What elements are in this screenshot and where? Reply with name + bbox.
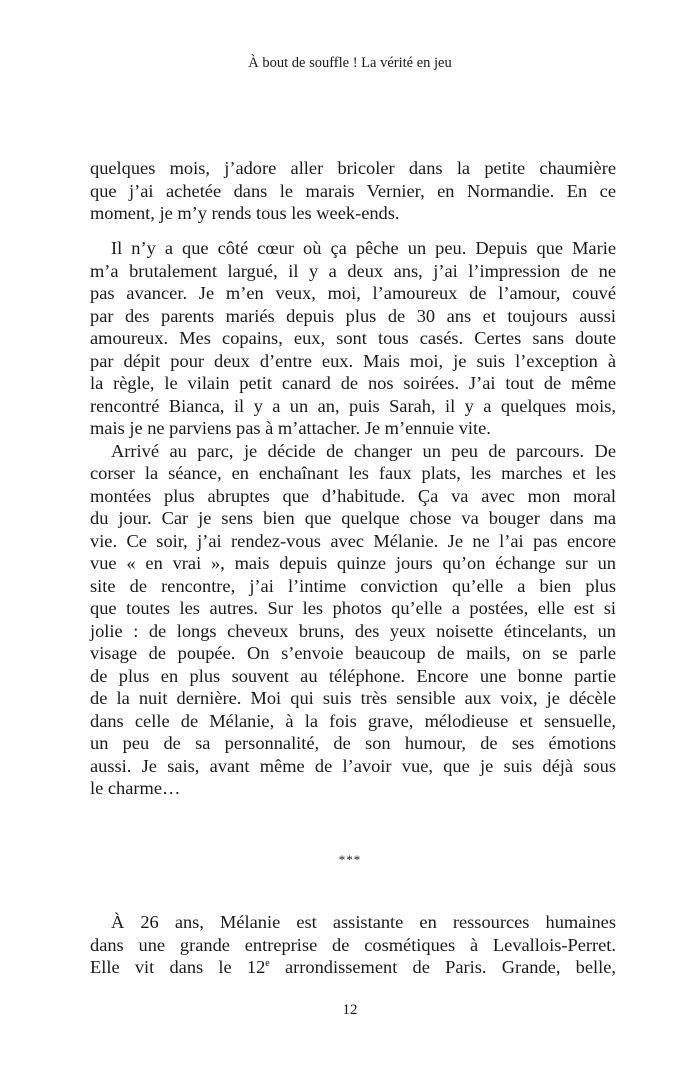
text-line: que j’ai achetée dans le marais Vernier, en Normandie. En ce xyxy=(90,180,616,201)
text-line: mais je ne parviens pas à m’attacher. Je m’ennuie vite. xyxy=(90,418,491,438)
text-line: vie. Ce soir, j’ai rendez-vous avec Mélanie. Je ne l’ai pas encore xyxy=(90,530,616,551)
text-line: pas avancer. Je m’en veux, moi, l’amoureux de l’amour, couvé xyxy=(90,283,616,303)
text-line: par des parents mariés depuis plus de 30 ans et toujours aussi xyxy=(90,305,616,326)
text-line: visage de poupée. On s’envoie beaucoup de mails, on se parle xyxy=(90,643,616,663)
text-line: la règle, le vilain petit canard de nos soirées. J’ai tout de même xyxy=(90,373,616,393)
text-line: de plus en plus souvent au téléphone. Encore une bonne partie xyxy=(90,665,616,686)
text-line: rencontré Bianca, il y a un an, puis Sarah, il y a quelques mois, xyxy=(90,395,616,416)
text-line: dans celle de Mélanie, à la fois grave, mélodieuse et sensuelle, xyxy=(90,710,616,731)
text-line: quelques mois, j’adore aller bricoler dans la petite chaumière xyxy=(90,158,616,178)
text-line: m’a brutalement largué, il y a deux ans, j’ai l’impression de ne xyxy=(90,260,616,281)
text-line xyxy=(90,956,616,979)
superscript: e xyxy=(265,957,270,969)
running-header: À bout de souffle ! La vérité en jeu xyxy=(248,55,452,71)
text-line: un peu de sa personnalité, de son humour, de ses émotions xyxy=(90,733,616,753)
text-line: Arrivé au parc, je décide de changer un peu de parcours. De xyxy=(111,440,616,461)
paragraph xyxy=(90,911,616,979)
text-line: montées plus abruptes que d’habitude. Ça va avec mon moral xyxy=(90,485,616,506)
text-line: du jour. Car je sens bien que quelque chose va bouger dans ma xyxy=(90,508,616,528)
text-line: le charme… xyxy=(90,778,181,798)
text-line: que toutes les autres. Sur les photos qu’elle a postées, elle est si xyxy=(90,598,616,618)
text-line: amoureux. Mes copains, eux, sont tous casés. Certes sans doute xyxy=(90,328,616,348)
text-line: moment, je m’y rends tous les week-ends. xyxy=(90,203,400,223)
text-fragment: Elle vit dans le 12 xyxy=(90,957,266,977)
text-line: vue « en vrai », mais depuis quinze jours qu’on échange sur un xyxy=(90,553,616,573)
text-line: corser la séance, en enchaînant les faux plats, les marches et les xyxy=(90,463,616,483)
section-separator: *** xyxy=(338,852,362,867)
text-line: jolie : de longs cheveux bruns, des yeux noisette étincelants, un xyxy=(90,620,616,641)
paragraph xyxy=(90,440,616,800)
text-line: Il n’y a que côté cœur où ça pêche un peu. Depuis que Marie xyxy=(111,238,616,258)
text-line: aussi. Je sais, avant même de l’avoir vue, que je suis déjà sous xyxy=(90,755,616,776)
text-line: de la nuit dernière. Moi qui suis très sensible aux voix, je décèle xyxy=(90,688,616,708)
paragraph xyxy=(90,157,616,225)
text-line: site de rencontre, j’ai l’intime conviction qu’elle a bien plus xyxy=(90,575,616,596)
text-line: par dépit pour deux d’entre eux. Mais moi, je suis l’exception à xyxy=(90,350,616,371)
paragraph xyxy=(90,237,616,440)
page-number: 12 xyxy=(342,1002,358,1018)
text-line: À 26 ans, Mélanie est assistante en ressources humaines xyxy=(111,912,616,932)
text-fragment: arrondissement de Paris. Grande, belle, xyxy=(269,957,617,977)
text-line: dans une grande entreprise de cosmétiques à Levallois-Perret. xyxy=(90,934,616,955)
